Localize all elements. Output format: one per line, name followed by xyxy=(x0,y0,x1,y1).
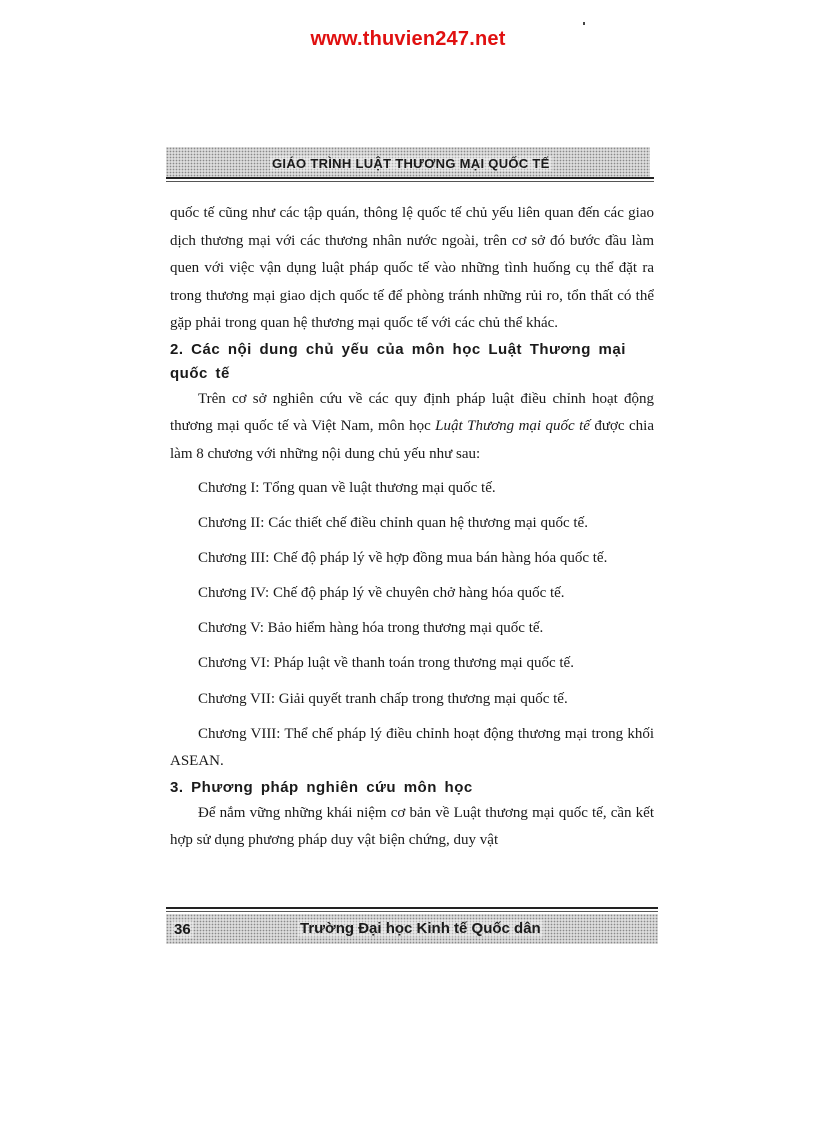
running-header xyxy=(166,147,650,177)
section-2-intro xyxy=(170,386,654,469)
chapter-item: Chương VII: Giải quyết tranh chấp trong thương mại quốc tế. xyxy=(198,690,568,707)
chapter-item: Chương VI: Pháp luật về thanh toán trong thương mại quốc tế. xyxy=(198,655,574,672)
school-name: Trường Đại học Kinh tế Quốc dân xyxy=(300,920,541,937)
intro-text-b: được chia làm 8 chương với những nội dung chủ yếu như sau: xyxy=(170,418,655,462)
watermark-url: www.thuvien247.net xyxy=(310,28,506,50)
section-3-paragraph: Để nắm vững những khái niệm cơ bản về Luật thương mại quốc tế, cần kết hợp sử dụng phương pháp duy vật biện chứng, duy vật xyxy=(170,804,654,849)
footer-rule xyxy=(166,907,658,909)
chapter-list xyxy=(170,475,654,776)
book-title: GIÁO TRÌNH LUẬT THƯƠNG MẠI QUỐC TẾ xyxy=(272,156,550,171)
chapter-item: Chương III: Chế độ pháp lý về hợp đồng mua bán hàng hóa quốc tế. xyxy=(198,550,608,567)
page-body xyxy=(170,200,654,855)
chapter-item: Chương VIII: Thể chế pháp lý điều chỉnh hoạt động thương mại trong khối ASEAN. xyxy=(170,725,654,770)
chapter-item: Chương I: Tổng quan về luật thương mại quốc tế. xyxy=(198,480,496,496)
chapter-item: Chương V: Bảo hiểm hàng hóa trong thương mại quốc tế. xyxy=(198,620,544,637)
paragraph-continuation: quốc tế cũng như các tập quán, thông lệ quốc tế chủ yếu liên quan đến các giao dịch thương mại với các thương nhân nước ngoài, trên cơ sở đó bước đầu làm quen với việc vận dụng luật pháp quốc tế vào những tình huống cụ thể đặt ra trong thương mại giao dịch quốc tế để phòng tránh những rủi ro, tổn thất có thể gặp phải trong quan hệ thương mại quốc tế với các chủ thể khác. xyxy=(170,205,654,331)
course-name-italic: Luật Thương mại quốc tế xyxy=(435,418,590,434)
section-3-heading: 3. Phương pháp nghiên cứu môn học xyxy=(170,778,473,796)
running-footer xyxy=(166,914,658,944)
chapter-item: Chương II: Các thiết chế điều chỉnh quan hệ thương mại quốc tế. xyxy=(198,515,588,532)
page-number: 36 xyxy=(174,921,191,938)
header-rule xyxy=(166,177,654,179)
chapter-item: Chương IV: Chế độ pháp lý về chuyên chở hàng hóa quốc tế. xyxy=(198,585,565,602)
intro-text-a: Trên cơ sở nghiên cứu về các quy định pháp luật điều chỉnh hoạt động thương mại quốc tế và Việt Nam, môn học xyxy=(170,390,654,434)
scan-speck xyxy=(583,22,585,25)
footer-rule-thin xyxy=(166,911,658,912)
section-2-heading: 2. Các nội dung chủ yếu của môn học Luật Thương mại quốc tế xyxy=(170,340,626,382)
header-rule-thin xyxy=(166,181,654,182)
